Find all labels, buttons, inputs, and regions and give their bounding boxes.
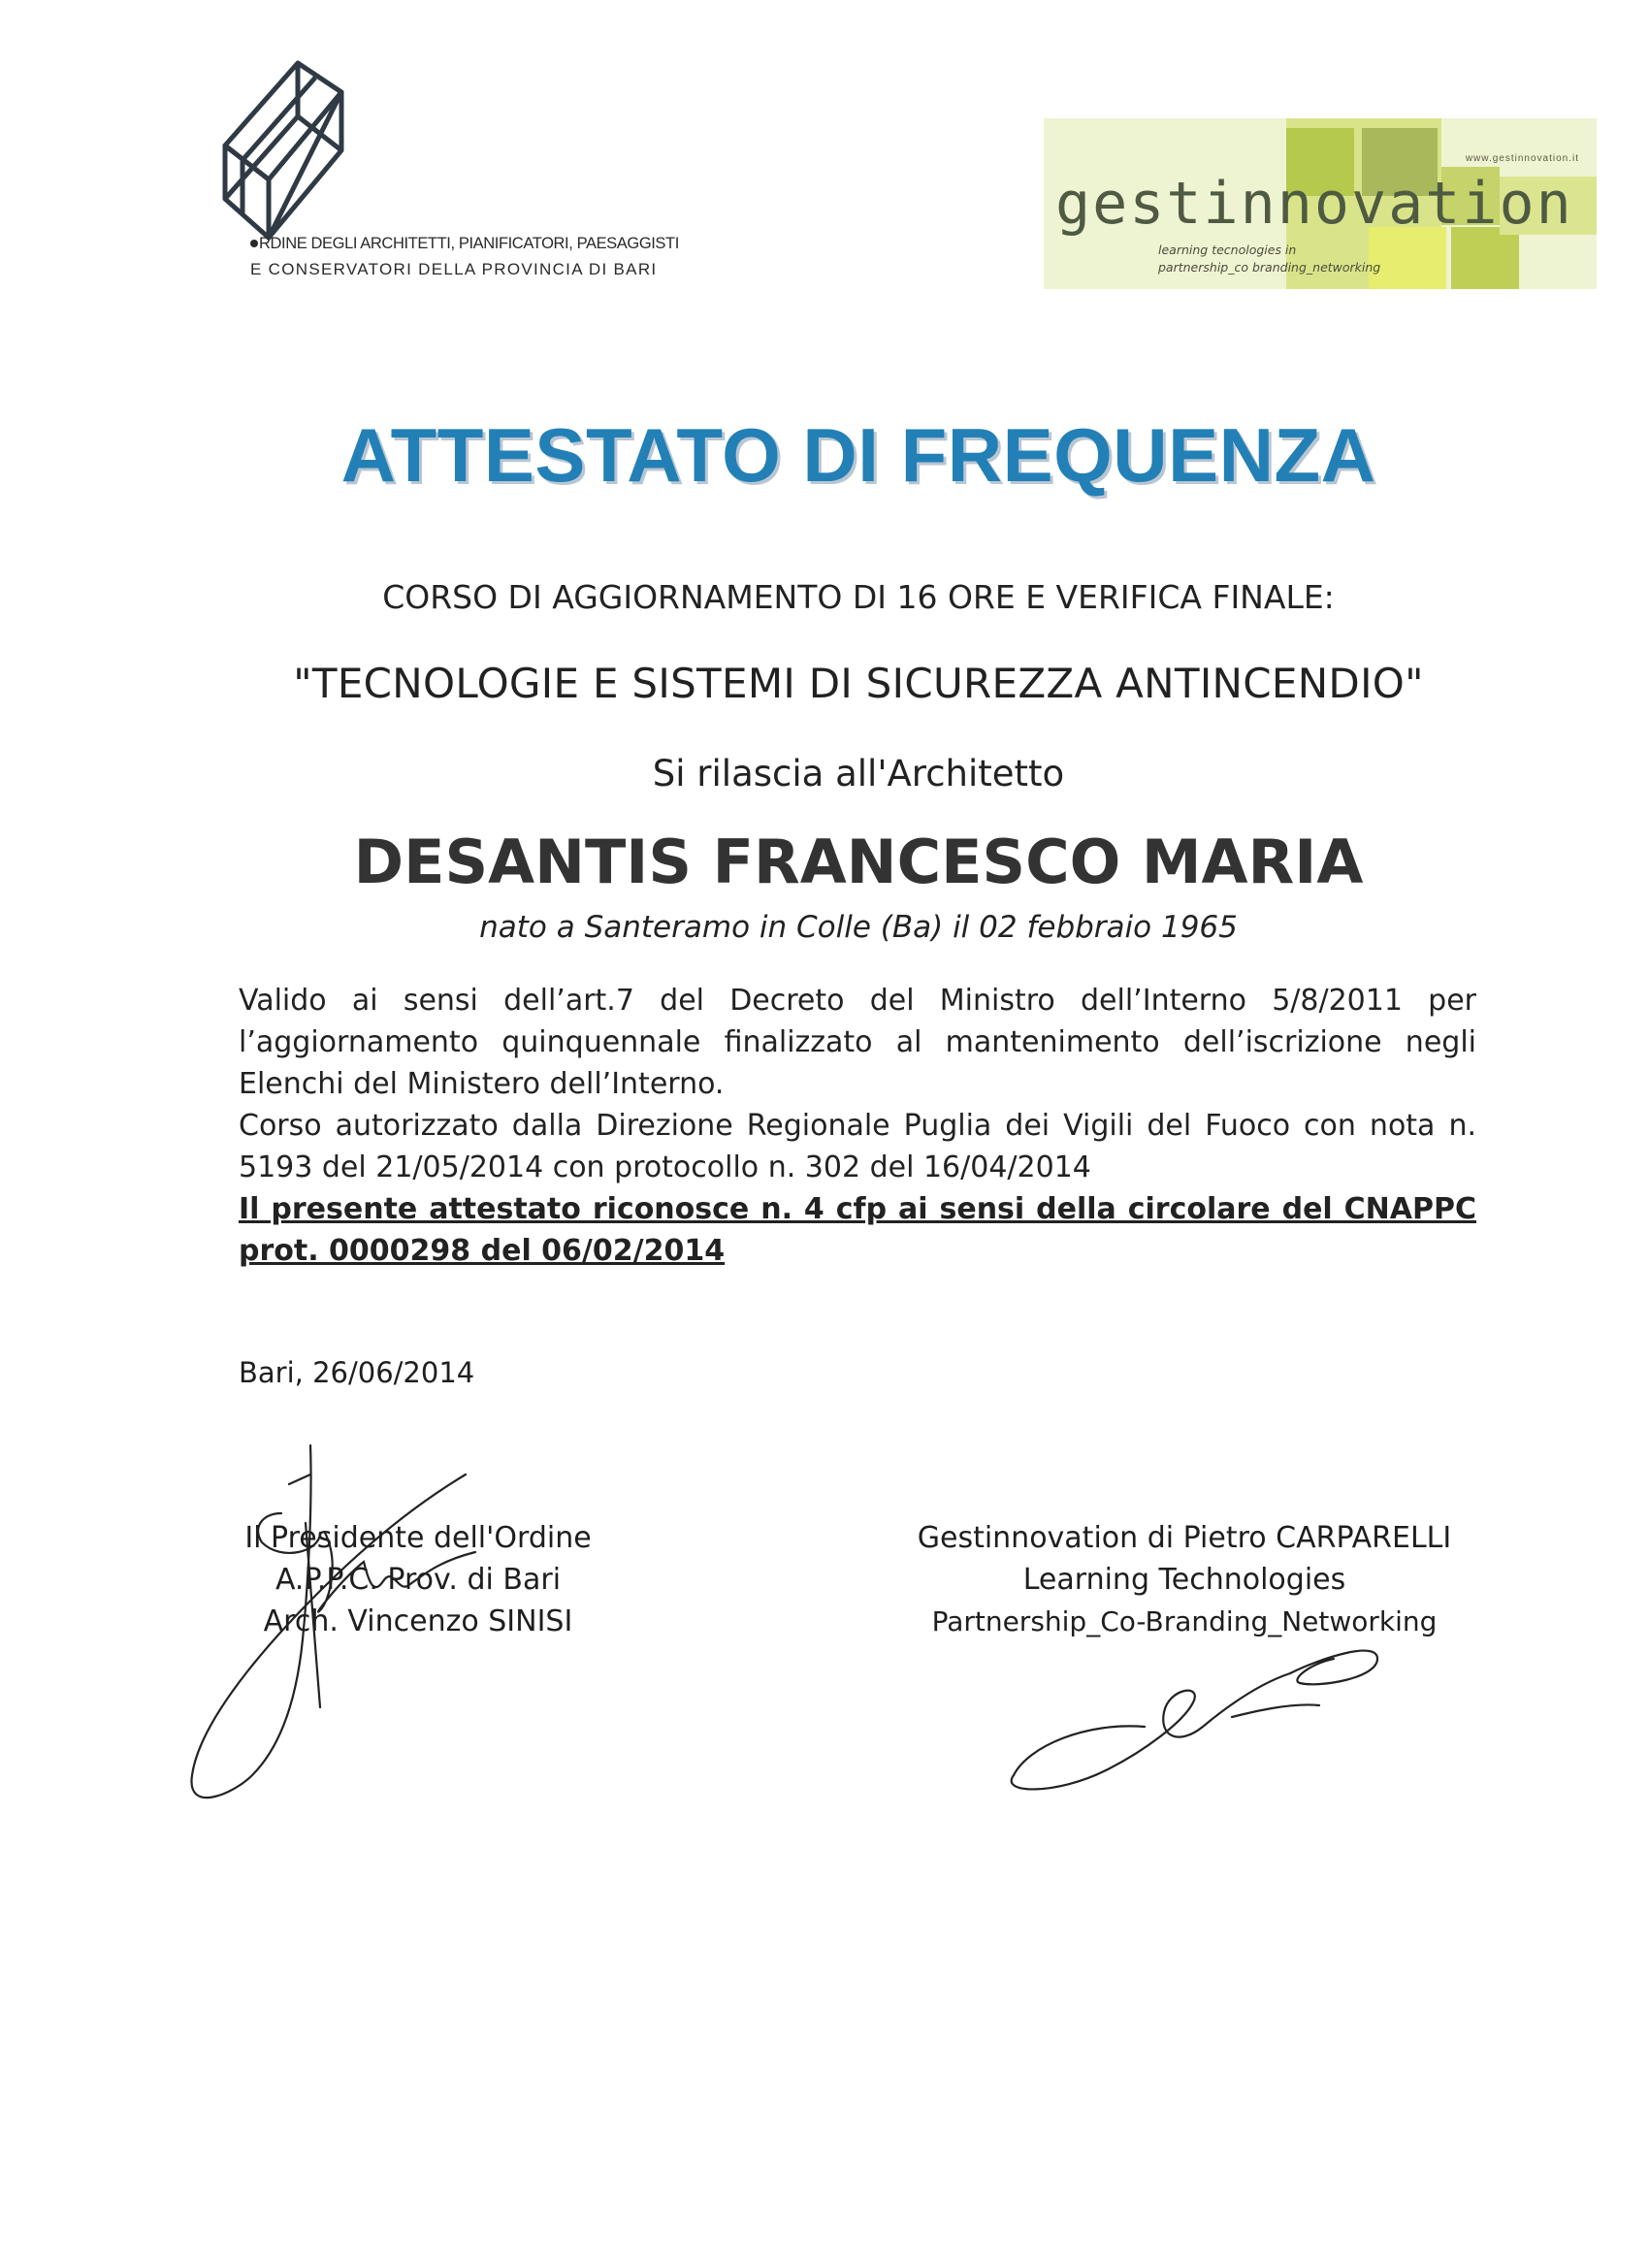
gestinnovation-logo [1044, 118, 1597, 289]
validity-paragraph: Valido ai sensi dell’art.7 del Decreto del Ministro dell’Interno 5/8/2011 per l’aggiornamento quinquennale finalizzato al mantenimento dell’iscrizione negli Elenchi del Ministero dell’Interno. [239, 984, 1476, 1101]
president-signature [175, 1416, 640, 1804]
signatory-right-tagline: Partnership_Co-Branding_Networking [931, 1605, 1438, 1637]
carparelli-signature [999, 1630, 1426, 1804]
signatory-left-org: A.P.P.C. Prov. di Bari [275, 1563, 562, 1597]
credits-paragraph: Il presente attestato riconosce n. 4 cfp ai sensi della circolare del CNAPPC prot. 0000298 del 06/02/2014 [239, 1192, 1476, 1268]
authorization-paragraph: Corso autorizzato dalla Direzione Regionale Puglia dei Vigili del Fuoco con nota n. 5193 del 21/05/2014 con protocollo n. 302 del 16/04/2014 [239, 1109, 1476, 1184]
partner-tagline-1: learning tecnologies in [1158, 243, 1297, 257]
order-name-line1: RDINE DEGLI ARCHITETTI, PIANIFICATORI, PAESAGGISTI [250, 235, 679, 253]
order-architects-logo [215, 53, 351, 247]
signatory-left-role: Il Presidente dell'Ordine [244, 1521, 592, 1555]
signatory-right-subtitle: Learning Technologies [1022, 1563, 1346, 1597]
course-intro: CORSO DI AGGIORNAMENTO DI 16 ORE E VERIFICA FINALE: [382, 578, 1335, 616]
course-name: "TECNOLOGIE E SISTEMI DI SICUREZZA ANTINCENDIO" [293, 660, 1424, 707]
signatory-left-name: Arch. Vincenzo SINISI [263, 1604, 573, 1638]
signatory-right-name: Gestinnovation di Pietro CARPARELLI [917, 1521, 1452, 1555]
certificate-title: ATTESTATO DI FREQUENZA [340, 412, 1376, 498]
partner-url: www.gestinnovation.it [1465, 153, 1579, 164]
place-and-date: Bari, 26/06/2014 [239, 1356, 475, 1389]
partner-tagline-2: partnership_co branding_networking [1158, 260, 1381, 275]
partner-wordmark: gestinnovation [1055, 170, 1573, 238]
issued-to-label: Si rilascia all'Architetto [652, 753, 1065, 794]
recipient-birth-info: nato a Santeramo in Colle (Ba) il 02 febbraio 1965 [479, 910, 1238, 945]
certificate-body [239, 980, 1476, 1272]
order-name-line2: E CONSERVATORI DELLA PROVINCIA DI BARI [250, 260, 658, 278]
signatory-right [908, 1517, 1461, 1642]
recipient-name: DESANTIS FRANCESCO MARIA [353, 826, 1364, 897]
